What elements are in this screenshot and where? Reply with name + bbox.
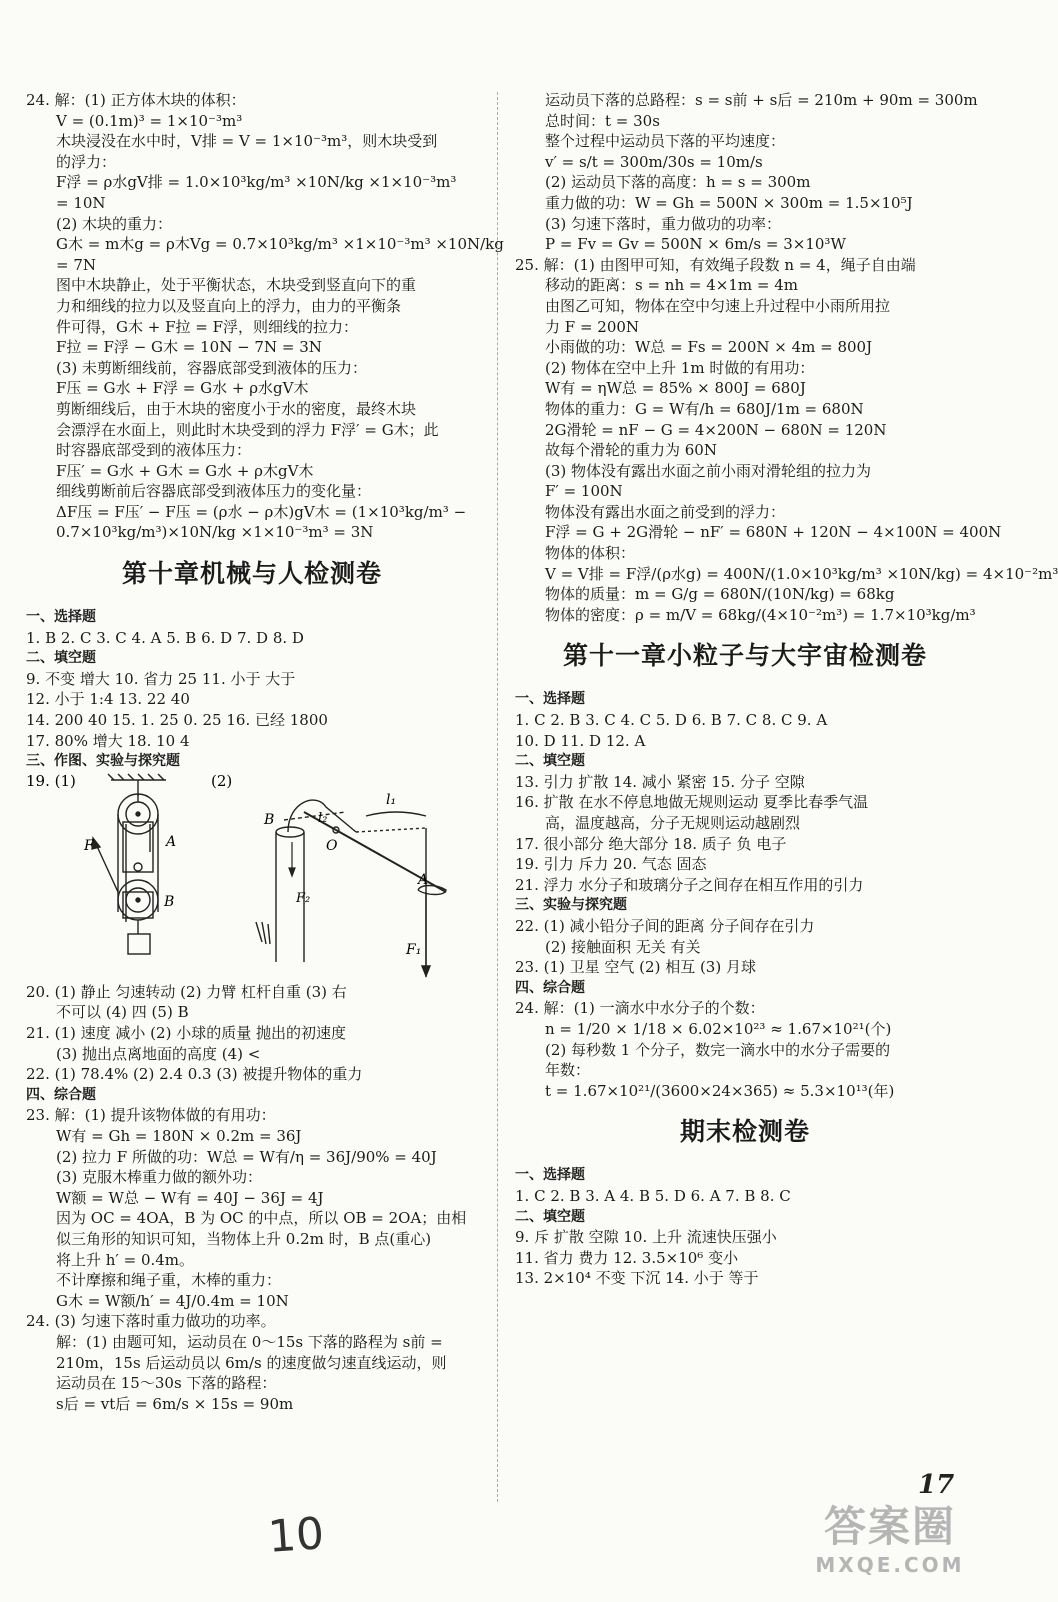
answer-line: 13. 2×10⁴ 不变 下沉 14. 小于 等于 <box>515 1269 759 1288</box>
answer-line: W额 = W总 − W有 = 40J − 36J = 4J <box>56 1188 324 1207</box>
answer-line: W有 = ηW总 = 85% × 800J = 680J <box>545 379 806 398</box>
right-column <box>515 90 1058 1289</box>
answer-line: (2) 运动员下落的高度：h = s = 300m <box>545 173 811 192</box>
answer-line: F压′ = G水 + G木 = G水 + ρ木gV木 <box>56 461 314 480</box>
answer-line: P = Fv = Gv = 500N × 6m/s = 3×10³W <box>545 235 846 254</box>
watermark-url: MXQE.COM <box>815 1553 965 1577</box>
answer-line: V = V排 = F浮/(ρ水g) = 400N/(1.0×10³kg/m³ ×10N/kg) = 4×10⁻²m³ <box>545 564 1058 583</box>
answer-line: 小雨做的功：W总 = Fs = 200N × 4m = 800J <box>545 338 873 357</box>
answer-line: 物体的体积： <box>545 544 636 563</box>
answer-line: 0.7×10³kg/m³)×10N/kg ×1×10⁻³m³ = 3N <box>56 523 374 542</box>
answer-line: 1. B 2. C 3. C 4. A 5. B 6. D 7. D 8. D <box>26 628 304 647</box>
answer-line: 木块浸没在水中时，V排 = V = 1×10⁻³m³，则木块受到 <box>56 132 438 151</box>
pulley-system <box>118 794 158 954</box>
answer-line: 运动员在 15～30s 下落的路程： <box>56 1374 277 1393</box>
answer-line: 21. (1) 速度 减小 (2) 小球的质量 抛出的初速度 <box>26 1024 346 1042</box>
answer-line: 22. (1) 减小铅分子间的距离 分子间存在引力 <box>515 916 815 935</box>
answer-line: (3) 克服木棒重力做的额外功： <box>56 1168 263 1187</box>
answer-line: 不计摩擦和绳子重，木棒的重力： <box>56 1271 282 1290</box>
section-heading: 二、填空题 <box>26 650 96 667</box>
answer-line: 时容器底部受到的液体压力： <box>56 441 252 460</box>
answer-line: 物体的密度：ρ = m/V = 68kg/(4×10⁻²m³) = 1.7×10³kg/m³ <box>545 605 976 624</box>
answer-line: 力 F = 200N <box>545 317 640 336</box>
answer-line: 17. 很小部分 绝大部分 18. 质子 负 电子 <box>515 834 787 853</box>
left-column <box>26 90 504 1414</box>
answer-line: 24. 解：(1) 正方体木块的体积： <box>26 91 246 109</box>
answer-line: (3) 匀速下落时，重力做功的功率： <box>545 214 782 233</box>
answer-line: 件可得，G木 + F拉 = F浮，则细线的拉力： <box>56 317 359 336</box>
answer-line: 移动的距离：s = nh = 4×1m = 4m <box>545 276 798 295</box>
watermark-logo <box>800 1500 980 1590</box>
answer-line: 19. 引力 斥力 20. 气态 固态 <box>515 855 707 874</box>
section-heading: 四、综合题 <box>26 1086 96 1103</box>
answer-line: 23. (1) 卫星 空气 (2) 相互 (3) 月球 <box>515 958 756 977</box>
answer-line: F浮 = G + 2G滑轮 − nF′ = 680N + 120N − 4×100N = 400N <box>545 523 1002 542</box>
answer-line: 17. 80% 增大 18. 10 4 <box>26 731 190 750</box>
answer-line: 12. 小于 1:4 13. 22 40 <box>26 690 190 709</box>
label-a2: A <box>418 871 429 888</box>
label-f2: F₂ <box>296 890 311 906</box>
answer-line: 1. C 2. B 3. C 4. C 5. D 6. B 7. C 8. C 9. A <box>515 711 828 730</box>
section-heading: 二、填空题 <box>515 1208 585 1225</box>
section-heading: 二、填空题 <box>515 753 585 770</box>
answer-line: F浮 = ρ水gV排 = 1.0×10³kg/m³ ×10N/kg ×1×10⁻³m³ <box>56 173 457 192</box>
answer-line: n = 1/20 × 1/18 × 6.02×10²³ ≈ 1.67×10²¹(个) <box>545 1019 892 1038</box>
answer-line: 11. 省力 费力 12. 3.5×10⁶ 变小 <box>515 1248 739 1267</box>
label-a: A <box>166 833 177 850</box>
answer-line: 力和细线的拉力以及竖直向上的浮力，由力的平衡条 <box>56 296 402 315</box>
answer-line: 14. 200 40 15. 1. 25 0. 25 16. 已经 1800 <box>26 711 328 730</box>
answer-line: 23. 解：(1) 提升该物体做的有用功： <box>26 1106 276 1125</box>
force-f-arrow <box>92 838 118 892</box>
answer-line: 16. 扩散 在水不停息地做无规则运动 夏季比春季气温 <box>515 793 869 812</box>
section-heading: 一、选择题 <box>26 609 96 626</box>
answer-line: 物体没有露出水面之前受到的浮力： <box>545 502 786 521</box>
answer-line: 总时间：t = 30s <box>545 111 660 130</box>
answer-line: (2) 木块的重力： <box>56 214 173 233</box>
label-o: O <box>326 837 338 854</box>
answer-line: = 7N <box>56 255 97 274</box>
answer-line: 13. 引力 扩散 14. 减小 紧密 15. 分子 空隙 <box>515 772 805 791</box>
answer-line: 9. 斥 扩散 空隙 10. 上升 流速快压强小 <box>515 1228 777 1247</box>
answer-line: 剪断细线后，由于木块的密度小于水的密度，最终木块 <box>56 399 417 418</box>
answer-line: 运动员下落的总路程：s = s前 + s后 = 210m + 90m = 300m <box>545 91 978 109</box>
section-heading: 三、作图、实验与探究题 <box>26 753 180 770</box>
handwritten-number: 10 <box>266 1508 326 1563</box>
answer-line: (3) 未剪断细线前，容器底部受到液体的压力： <box>56 358 368 377</box>
chapter-title: 第十一章小粒子与大宇宙检测卷 <box>562 641 927 671</box>
answer-line: (2) 拉力 F 所做的功：W总 = W有/η = 36J/90% = 40J <box>56 1147 437 1166</box>
label-l2: l₂ <box>318 810 328 826</box>
answer-line: ΔF压 = F压′ − F压 = (ρ水 − ρ木)gV木 = (1×10³kg/m³ − <box>56 502 467 521</box>
label-l1: l₁ <box>386 791 397 808</box>
answer-line: 22. (1) 78.4% (2) 2.4 0.3 (3) 被提升物体的重力 <box>26 1065 363 1084</box>
answer-line: 24. 解：(1) 一滴水中水分子的个数： <box>515 999 765 1018</box>
page-number: 17 <box>918 1470 955 1500</box>
answer-line: 210m，15s 后运动员以 6m/s 的速度做匀速直线运动，则 <box>56 1353 447 1372</box>
answer-line: V = (0.1m)³ = 1×10⁻³m³ <box>56 111 243 130</box>
answer-line: s后 = vt后 = 6m/s × 15s = 90m <box>56 1394 294 1413</box>
answer-line: G木 = W额/h′ = 4J/0.4m = 10N <box>56 1291 289 1310</box>
label-f1: F₁ <box>406 941 422 958</box>
section-heading: 一、选择题 <box>515 691 585 708</box>
answer-line: 图中木块静止，处于平衡状态，木块受到竖直向下的重 <box>56 276 417 295</box>
section-heading: 四、综合题 <box>515 979 585 996</box>
answer-line: t = 1.67×10²¹/(3600×24×365) ≈ 5.3×10¹³(年) <box>545 1081 895 1100</box>
q19-label: 19. (1) <box>26 771 76 790</box>
answer-line: 物体的质量：m = G/g = 680N/(10N/kg) = 68kg <box>545 585 895 604</box>
q19-figures <box>26 772 478 982</box>
chapter-title: 第十章机械与人检测卷 <box>121 559 382 589</box>
chapter-title: 期末检测卷 <box>679 1117 810 1147</box>
answer-line: (2) 物体在空中上升 1m 时做的有用功： <box>545 358 815 377</box>
answer-line: (2) 接触面积 无关 有关 <box>545 937 701 956</box>
section-heading: 一、选择题 <box>515 1167 585 1184</box>
answer-line: v′ = s/t = 300m/30s = 10m/s <box>545 152 763 171</box>
answer-line: 细线剪断前后容器底部受到液体压力的变化量： <box>56 482 372 501</box>
answer-line: W有 = Gh = 180N × 0.2m = 36J <box>56 1126 302 1145</box>
answer-line: 21. 浮力 水分子和玻璃分子之间存在相互作用的引力 <box>515 875 864 894</box>
answer-line: = 10N <box>56 193 106 212</box>
label-f: F <box>84 837 94 854</box>
answer-line: 解：(1) 由题可知，运动员在 0～15s 下落的路程为 s前 = <box>56 1332 443 1351</box>
answer-line: 似三角形的知识可知，当物体上升 0.2m 时，B 点(重心) <box>56 1229 432 1248</box>
answer-line: 的浮力： <box>56 152 117 171</box>
force-f1-arrow <box>422 892 430 976</box>
answer-line: 年数： <box>545 1061 591 1080</box>
answer-line: 重力做的功：W = Gh = 500N × 300m = 1.5×10⁵J <box>545 193 913 212</box>
answer-line: 24. (3) 匀速下落时重力做功的功率。 <box>26 1312 276 1331</box>
answer-line: 由图乙可知，物体在空中匀速上升过程中小雨所用拉 <box>545 296 891 315</box>
figure-block <box>26 772 478 982</box>
force-f2-arrow <box>289 842 295 876</box>
answer-line: 1. C 2. B 3. A 4. B 5. D 6. A 7. B 8. C <box>515 1186 791 1205</box>
section-heading: 三、实验与探究题 <box>515 897 627 914</box>
answer-line: 20. (1) 静止 匀速转动 (2) 力臂 杠杆自重 (3) 右 <box>26 982 347 1001</box>
answer-line: 会漂浮在水面上，则此时木块受到的浮力 F浮′ = G木；此 <box>56 420 439 439</box>
watermark-title: 答案圈 <box>823 1502 956 1551</box>
answer-line: 因为 OC = 4OA，B 为 OC 的中点，所以 OB = 2OA；由相 <box>56 1209 467 1228</box>
answer-line: 2G滑轮 = nF − G = 4×200N − 680N = 120N <box>545 420 887 439</box>
answer-line: 不可以 (4) 四 (5) B <box>56 1003 189 1022</box>
answer-line: 将上升 h′ = 0.4m。 <box>56 1250 195 1269</box>
answer-line: G木 = m木g = ρ木Vg = 0.7×10³kg/m³ ×1×10⁻³m³ ×10N/kg <box>56 235 504 254</box>
answer-line: 物体的重力：G = W有/h = 680J/1m = 680N <box>545 399 864 418</box>
answer-line: F′ = 100N <box>545 482 623 501</box>
answer-line: (3) 物体没有露出水面之前小雨对滑轮组的拉力为 <box>545 461 872 480</box>
column-divider <box>497 92 498 1502</box>
answer-line: 10. D 11. D 12. A <box>515 731 646 750</box>
answer-line: (3) 抛出点离地面的高度 (4) < <box>56 1044 261 1063</box>
answer-line: F压 = G水 + F浮 = G水 + ρ水gV木 <box>56 379 309 398</box>
answer-line: F拉 = F浮 − G木 = 10N − 7N = 3N <box>56 338 322 357</box>
answer-line: 高，温度越高，分子无规则运动越剧烈 <box>545 814 801 832</box>
answer-line: 9. 不变 增大 10. 省力 25 11. 小于 大于 <box>26 669 296 688</box>
label-b: B <box>164 893 175 910</box>
answer-line: 25. 解：(1) 由图甲可知，有效绳子段数 n = 4，绳子自由端 <box>515 255 916 274</box>
label-b2: B <box>264 811 275 828</box>
q19-sub2-label: (2) <box>211 771 233 790</box>
pulley-ceiling <box>108 774 166 796</box>
answer-line: 整个过程中运动员下落的平均速度： <box>545 132 786 151</box>
answer-line: (2) 每秒数 1 个分子，数完一滴水中的水分子需要的 <box>545 1040 891 1059</box>
answer-line: 故每个滑轮的重力为 60N <box>545 441 717 460</box>
